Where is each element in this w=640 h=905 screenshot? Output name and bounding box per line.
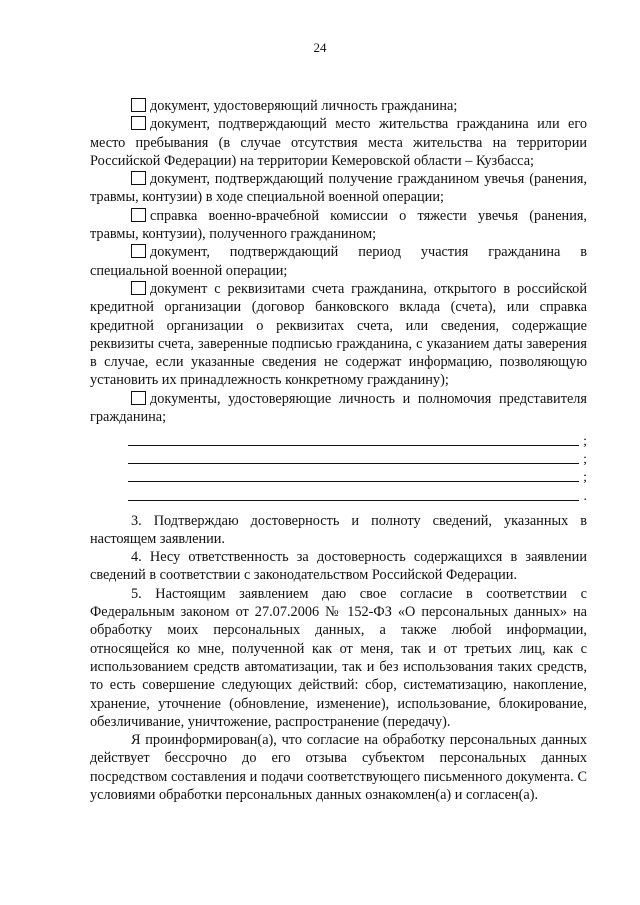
- paragraph-5: 5. Настоящим заявлением даю свое согласие в соответствии с Федеральным законом от 27.07.2006 № 152-ФЗ «О персональных данных» на обработку моих персональных данных, а также любой информации, относящейся ко мне, полученной как от меня, так и от третьих лиц, как с использованием средств автоматизации, так и без использования таких средств, то есть совершение следующих действий: сбор, систематизацию, накопление, хранение, уточнение (обновление, изменение), использование, блокирование, обезличивание, уничтожение, распространение (передачу).: [90, 585, 587, 730]
- fill-in-line[interactable]: [128, 432, 587, 450]
- checkbox[interactable]: [131, 281, 146, 295]
- fill-in-line-end: ;: [583, 433, 587, 449]
- checkbox[interactable]: [131, 98, 146, 112]
- fill-in-line-end: .: [583, 488, 587, 504]
- checklist-item-text: документ, удостоверяющий личность гражданина;: [150, 98, 458, 114]
- page-number: 24: [313, 40, 327, 55]
- checklist-item-text: документ, подтверждающий период участия гражданина в специальной военной операции;: [90, 244, 587, 279]
- checklist-item-text: документ, подтверждающий место жительства гражданина или его место пребывания (в случае отсутствия места жительства на территории Российской Федерации) на территории Кемеровской области – Кузбасса;: [90, 116, 587, 169]
- fill-in-line[interactable]: [128, 487, 587, 505]
- checkbox[interactable]: [131, 171, 146, 185]
- checkbox[interactable]: [131, 208, 146, 222]
- checkbox[interactable]: [131, 391, 146, 405]
- checklist-item: [90, 280, 587, 390]
- paragraph-consent: Я проинформирован(а), что согласие на обработку персональных данных действует бессрочно до его отзыва субъектом персональных данных посредством составления и подачи соответствующего письменного документа. С условиями обработки персональных данных ознакомлен(а) и согласен(а).: [90, 732, 587, 803]
- checklist-item: [90, 207, 587, 244]
- checklist-item-text: справка военно-врачебной комиссии о тяжести увечья (ранения, травмы, контузии), полученного гражданином;: [90, 207, 587, 243]
- page-content: [90, 97, 587, 804]
- checklist-item: [90, 170, 587, 207]
- fill-in-line-end: ;: [583, 470, 587, 486]
- paragraph-4: 4. Несу ответственность за достоверность содержащихся в заявлении сведений в соответствии с законодательством Российской Федерации.: [90, 549, 587, 584]
- paragraph-3: 3. Подтверждаю достоверность и полноту сведений, указанных в настоящем заявлении.: [90, 512, 587, 547]
- checklist-item-text: документ с реквизитами счета гражданина, открытого в российской кредитной организации (договор банковского вклада (счета), или справка кредитной организации о реквизитах счета, или сведения, содержащие реквизиты счета, заверенные подписью гражданина, с указанием даты заверения в случае, если указанные сведения не содержат информацию, позволяющую установить их принадлежность конкретному гражданину);: [90, 280, 587, 389]
- fill-in-line[interactable]: [128, 469, 587, 487]
- checklist-item: [90, 390, 587, 427]
- checklist-item: [90, 115, 587, 170]
- checklist-item: [90, 243, 587, 280]
- checkbox[interactable]: [131, 244, 146, 258]
- checklist-item: [90, 97, 587, 115]
- checklist-item-text: документы, удостоверяющие личность и полномочия представителя гражданина;: [90, 390, 587, 426]
- fill-in-line[interactable]: [128, 451, 587, 469]
- fill-in-line-end: ;: [583, 451, 587, 467]
- checkbox[interactable]: [131, 116, 146, 130]
- checklist-item-text: документ, подтверждающий получение гражданином увечья (ранения, травмы, контузии) в ходе специальной военной операции;: [90, 171, 587, 206]
